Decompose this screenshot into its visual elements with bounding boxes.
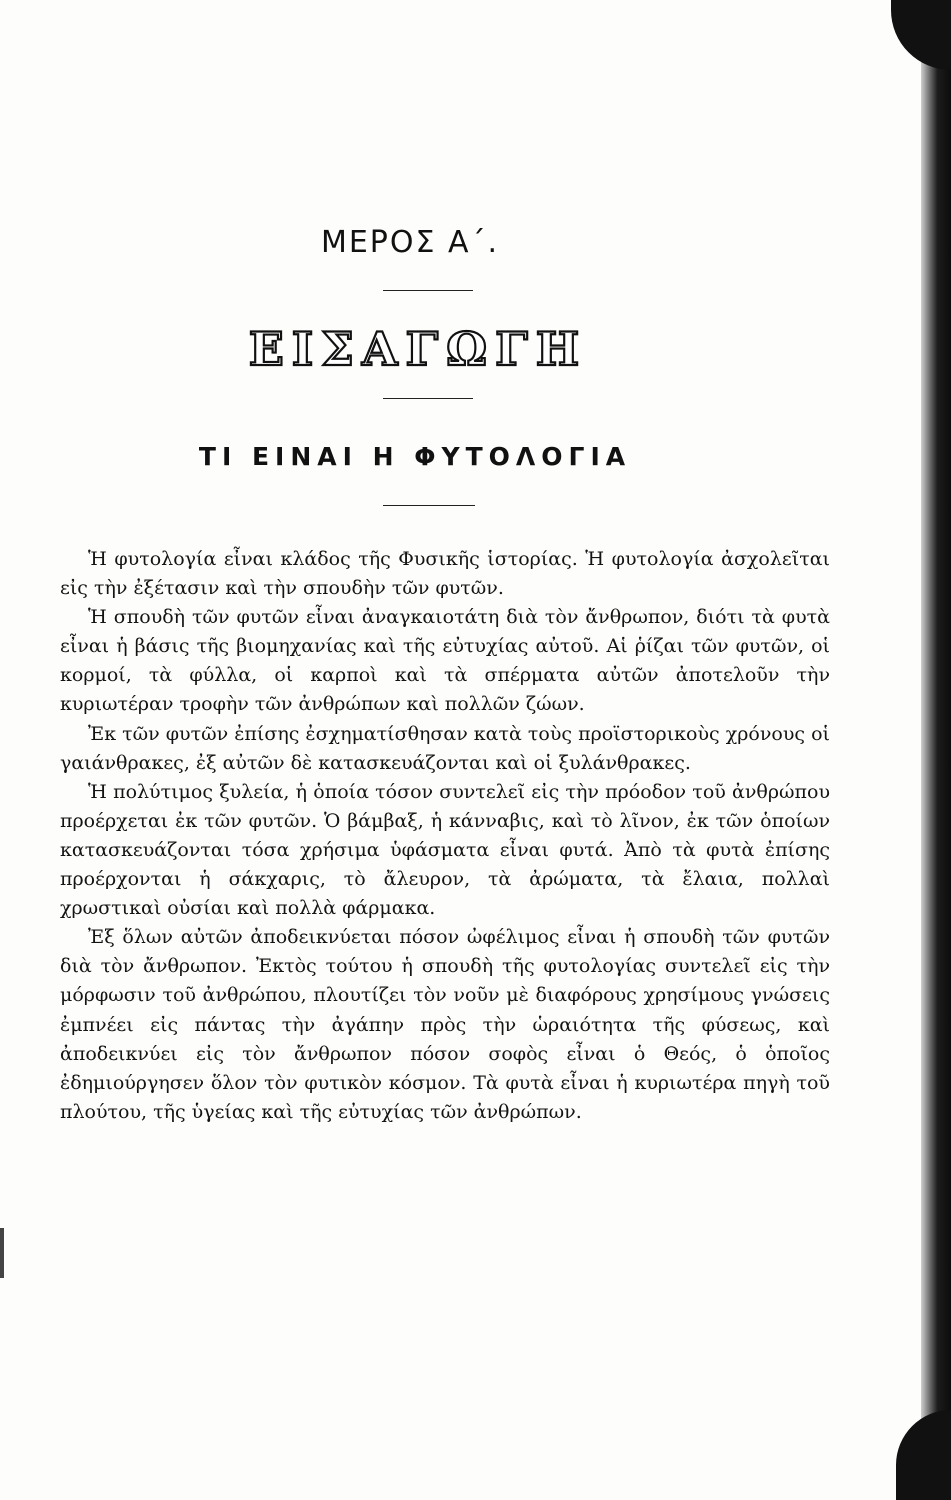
paragraph: Ἐξ ὅλων αὐτῶν ἀποδεικνύεται πόσον ὠφέλιμος εἶναι ἡ σπουδὴ τῶν φυτῶν διὰ τὸν ἄνθρωπον. Ἐκτὸς τούτου ἡ σπουδὴ τῆς φυτολογίας συντελεῖ εἰς τὴν μόρφωσιν τοῦ ἀνθρώπου, πλουτίζει τὸν νοῦν μὲ διαφόρους χρησίμους γνώσεις ἐμπνέει εἰς πάντας τὴν ἀγάπην πρὸς τὴν ὡραιότητα τῆς φύσεως, καὶ ἀποδεικνύει εἰς τὸν ἄνθρωπον πόσον σοφὸς εἶναι ὁ Θεός, ὁ ὁποῖος ἐδημιούργησεν ὅλον τὸν φυτικὸν κόσμον. Τὰ φυτὰ εἶναι ἡ κυριωτέρα πηγὴ τοῦ πλούτου, τῆς ὑγείας καὶ τῆς εὐτυχίας τῶν ἀνθρώπων. <box>60 926 830 1123</box>
book-binding-corner-bottom <box>896 1410 951 1500</box>
divider-rule <box>383 290 473 291</box>
book-binding-edge <box>921 0 951 1500</box>
section-subtitle: ΤΙ ΕΙΝΑΙ Η ΦΥΤΟΛΟΓΙΑ <box>198 442 632 471</box>
body-text <box>60 545 830 1127</box>
paragraph: Ἡ πολύτιμος ξυλεία, ἡ ὁποία τόσον συντελεῖ εἰς τὴν πρόοδον τοῦ ἀνθρώπου προέρχεται ἐκ τῶν φυτῶν. Ὁ βάμβαξ, ἡ κάνναβις, καὶ τὸ λῖνον, ἐκ τῶν ὁποίων κατασκευάζονται τόσα χρήσιμα ὑφάσματα εἶναι φυτά. Ἀπὸ τὰ φυτὰ ἐπίσης προέρχονται ἡ σάκχαρις, τὸ ἄλευρον, τὰ ἀρώματα, τὰ ἔλαια, πολλαὶ χρωστικαὶ οὐσίαι καὶ πολλὰ φάρμακα. <box>60 780 830 920</box>
part-title: ΜΕΡΟΣ Α΄. <box>320 225 500 260</box>
page-edge-mark <box>0 1228 4 1278</box>
divider-rule <box>383 398 473 399</box>
paragraph: Ἡ φυτολογία εἶναι κλάδος τῆς Φυσικῆς ἱστορίας. Ἡ φυτολογία ἀσχολεῖται εἰς τὴν ἐξέτασιν καὶ τὴν σπουδὴν τῶν φυτῶν. <box>60 548 830 600</box>
paragraph: Ἡ σπουδὴ τῶν φυτῶν εἶναι ἀναγκαιοτάτη διὰ τὸν ἄνθρωπον, διότι τὰ φυτὰ εἶναι ἡ βάσις τῆς βιομηχανίας καὶ τῆς εὐτυχίας αὐτοῦ. Αἱ ῥίζαι τῶν φυτῶν, οἱ κορμοί, τὰ φύλλα, οἱ καρποὶ καὶ τὰ σπέρματα αὐτῶν ἀποτελοῦν τὴν κυριωτέραν τροφὴν τῶν ἀνθρώπων καὶ πολλῶν ζώων. <box>60 606 830 716</box>
paragraph: Ἐκ τῶν φυτῶν ἐπίσης ἐσχηματίσθησαν κατὰ τοὺς προϊστορικοὺς χρόνους οἱ γαιάνθρακες, ἐξ αὐτῶν δὲ κατασκευάζονται καὶ οἱ ξυλάνθρακες. <box>60 722 830 774</box>
chapter-title: ΕΙΣΑΓΩΓΗ <box>248 322 588 376</box>
book-binding-corner-top <box>891 0 951 70</box>
divider-rule <box>383 505 475 506</box>
